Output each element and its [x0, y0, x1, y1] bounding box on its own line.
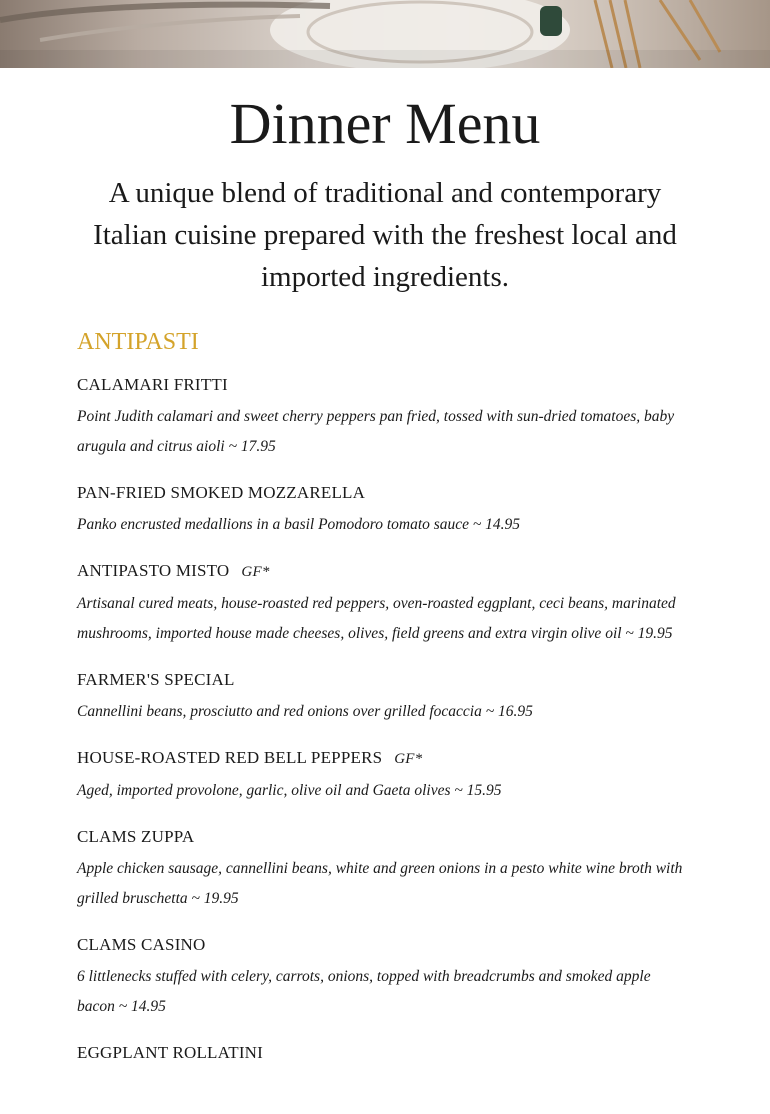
menu-item	[77, 1040, 687, 1066]
gluten-free-badge: GF*	[394, 751, 423, 767]
intro-text: A unique blend of traditional and contemporary Italian cuisine prepared with the freshest local and imported ingredients.	[93, 177, 677, 293]
menu-item-name: EGGPLANT ROLLATINI	[77, 1043, 264, 1062]
menu-item-description: 6 littlenecks stuffed with celery, carrots, onions, topped with breadcrumbs and smoked apple bacon ~ 14.95	[77, 968, 651, 1015]
menu-item-description: Aged, imported provolone, garlic, olive oil and Gaeta olives ~ 15.95	[77, 782, 502, 799]
menu-item	[77, 932, 687, 1022]
menu-item	[77, 372, 687, 462]
menu-item-name: CLAMS ZUPPA	[77, 827, 195, 846]
hero-image	[0, 0, 770, 68]
page-title: Dinner Menu	[229, 91, 541, 156]
menu-item	[77, 558, 687, 649]
menu-item	[77, 824, 687, 914]
section-title: ANTIPASTI	[77, 329, 199, 355]
menu-item-name: ANTIPASTO MISTO GF*	[77, 561, 270, 580]
menu-item-description: Artisanal cured meats, house-roasted red peppers, oven-roasted eggplant, ceci beans, marinated mushrooms, imported house made cheeses, olives, field greens and extra virgin olive oil ~ 19.95	[77, 595, 676, 642]
menu-item-name: HOUSE-ROASTED RED BELL PEPPERS GF*	[77, 748, 423, 767]
menu-item-name: CLAMS CASINO	[77, 935, 206, 954]
antipasti-section	[77, 324, 687, 1084]
menu-item	[77, 667, 687, 727]
menu-item-description: Apple chicken sausage, cannellini beans, white and green onions in a pesto white wine broth with grilled bruschetta ~ 19.95	[77, 860, 683, 907]
table-setting-photo	[0, 0, 770, 68]
gluten-free-badge: GF*	[241, 564, 270, 580]
menu-item-name: FARMER'S SPECIAL	[77, 670, 235, 689]
menu-item	[77, 480, 687, 540]
menu-item-description: Point Judith calamari and sweet cherry peppers pan fried, tossed with sun-dried tomatoes, baby arugula and citrus aioli ~ 17.95	[77, 408, 675, 455]
menu-item-name: PAN-FRIED SMOKED MOZZARELLA	[77, 483, 366, 502]
menu-item	[77, 745, 687, 806]
menu-item-description: Cannellini beans, prosciutto and red onions over grilled focaccia ~ 16.95	[77, 703, 533, 720]
menu-item-name: CALAMARI FRITTI	[77, 375, 228, 394]
menu-item-description: Panko encrusted medallions in a basil Pomodoro tomato sauce ~ 14.95	[77, 516, 521, 533]
